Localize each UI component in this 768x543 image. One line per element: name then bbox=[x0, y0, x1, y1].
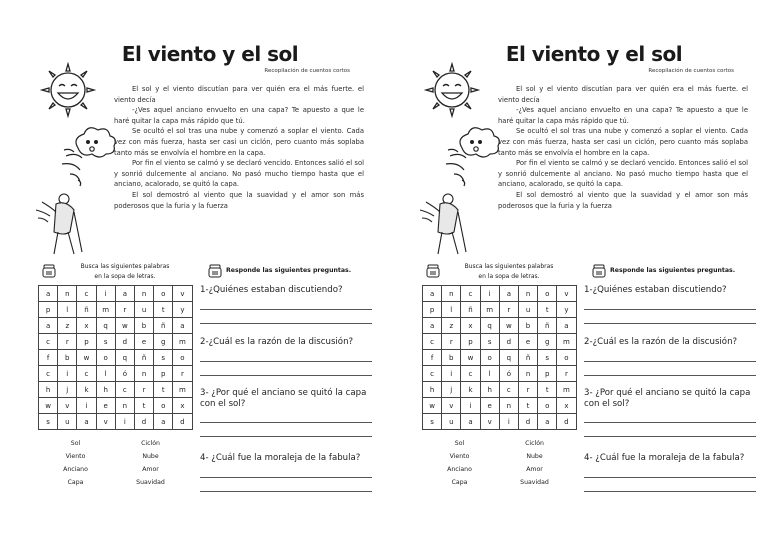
grid-cell[interactable]: f bbox=[423, 350, 442, 366]
word-item: Capa bbox=[451, 479, 468, 486]
word-item: Sol bbox=[454, 440, 465, 447]
word-item: Nube bbox=[526, 453, 543, 460]
grid-cell[interactable]: g bbox=[538, 334, 557, 350]
grid-cell[interactable]: c bbox=[77, 286, 96, 302]
grid-cell[interactable]: a bbox=[154, 414, 173, 430]
question-text: 4- ¿Cuál fue la moraleja de la fabula? bbox=[200, 453, 361, 463]
grid-cell[interactable]: c bbox=[115, 382, 134, 398]
question-text: 1-¿Quiénes estaban discutiendo? bbox=[584, 285, 727, 295]
grid-cell[interactable]: o bbox=[154, 286, 173, 302]
worksheet-subtitle: Recopilación de cuentos cortos bbox=[264, 68, 350, 74]
grid-row bbox=[39, 414, 193, 430]
word-item: Sol bbox=[70, 440, 81, 447]
grid-cell[interactable]: a bbox=[423, 286, 442, 302]
wind-cloud-icon bbox=[58, 118, 122, 188]
story-paragraph: El sol y el viento discutían para ver quién era el más fuerte. el viento decía bbox=[498, 85, 748, 104]
word-list bbox=[38, 440, 188, 486]
grid-cell[interactable]: l bbox=[480, 366, 499, 382]
jar-icon bbox=[426, 264, 440, 278]
grid-cell[interactable]: o bbox=[96, 350, 115, 366]
word-list bbox=[422, 440, 572, 486]
grid-cell[interactable]: c bbox=[461, 366, 480, 382]
grid-cell[interactable]: l bbox=[442, 302, 461, 318]
word-item: Anciano bbox=[63, 466, 88, 473]
grid-cell[interactable]: g bbox=[154, 334, 173, 350]
grid-cell[interactable]: s bbox=[538, 350, 557, 366]
grid-cell[interactable]: t bbox=[538, 382, 557, 398]
story-paragraph: Por fin el viento se calmó y se declaró vencido. Entonces salió el sol y sonrió dulcemente al anciano. No pasó mucho tiempo hasta que el anciano, acalorado, se quitó la capa. bbox=[114, 159, 364, 189]
grid-cell[interactable]: c bbox=[39, 334, 58, 350]
grid-row bbox=[423, 350, 577, 366]
grid-row bbox=[39, 350, 193, 366]
grid-cell[interactable]: p bbox=[538, 366, 557, 382]
grid-cell[interactable]: e bbox=[134, 334, 153, 350]
sun-icon bbox=[36, 58, 100, 122]
grid-row bbox=[423, 414, 577, 430]
grid-cell[interactable]: j bbox=[58, 382, 77, 398]
grid-cell[interactable]: a bbox=[115, 286, 134, 302]
grid-cell[interactable]: q bbox=[115, 350, 134, 366]
answer-line[interactable] bbox=[584, 491, 756, 492]
grid-cell[interactable]: z bbox=[58, 318, 77, 334]
grid-cell[interactable]: e bbox=[96, 398, 115, 414]
grid-cell[interactable]: ñ bbox=[538, 318, 557, 334]
grid-cell[interactable]: x bbox=[77, 318, 96, 334]
grid-cell[interactable]: a bbox=[557, 318, 576, 334]
grid-cell[interactable]: m bbox=[557, 382, 576, 398]
question-text: 4- ¿Cuál fue la moraleja de la fabula? bbox=[584, 453, 745, 463]
grid-cell[interactable]: r bbox=[518, 382, 537, 398]
sun-icon bbox=[420, 58, 484, 122]
story-paragraph: El sol y el viento discutían para ver quién era el más fuerte. el viento decía bbox=[114, 85, 364, 104]
grid-cell[interactable]: c bbox=[461, 286, 480, 302]
question-text: 3- ¿Por qué el anciano se quitó la capa con el sol? bbox=[200, 388, 367, 409]
story-text bbox=[498, 84, 748, 211]
word-item: Anciano bbox=[447, 466, 472, 473]
grid-cell[interactable]: b bbox=[442, 350, 461, 366]
wordsearch-instructions-1: Busca las siguientes palabras bbox=[80, 263, 170, 270]
grid-cell[interactable]: y bbox=[557, 302, 576, 318]
wordsearch-instructions-2: en la sopa de letras. bbox=[94, 273, 156, 280]
grid-cell[interactable]: i bbox=[77, 398, 96, 414]
grid-cell[interactable]: i bbox=[58, 366, 77, 382]
worksheet-subtitle: Recopilación de cuentos cortos bbox=[648, 68, 734, 74]
grid-cell[interactable]: a bbox=[423, 318, 442, 334]
wordsearch-grid bbox=[422, 285, 577, 430]
questions-instructions: Responde las siguientes preguntas. bbox=[610, 267, 736, 274]
grid-cell[interactable]: p bbox=[154, 366, 173, 382]
grid-cell[interactable]: p bbox=[423, 302, 442, 318]
grid-cell[interactable]: r bbox=[442, 334, 461, 350]
grid-cell[interactable]: c bbox=[39, 366, 58, 382]
grid-cell[interactable]: e bbox=[518, 334, 537, 350]
wordsearch-instructions-1: Busca las siguientes palabras bbox=[464, 263, 554, 270]
story-paragraph: El sol demostró al viento que la suavidad y el amor son más poderosos que la furia y la fuerza bbox=[498, 190, 748, 210]
grid-cell[interactable]: e bbox=[480, 398, 499, 414]
grid-row bbox=[423, 318, 577, 334]
worksheet-copy-right bbox=[384, 0, 768, 543]
grid-cell[interactable]: s bbox=[39, 414, 58, 430]
grid-cell[interactable]: t bbox=[518, 398, 537, 414]
grid-cell[interactable]: b bbox=[58, 350, 77, 366]
grid-cell[interactable]: w bbox=[115, 318, 134, 334]
grid-row bbox=[39, 302, 193, 318]
grid-cell[interactable]: c bbox=[499, 382, 518, 398]
grid-cell[interactable]: m bbox=[96, 302, 115, 318]
grid-cell[interactable]: ñ bbox=[518, 350, 537, 366]
grid-cell[interactable]: h bbox=[480, 382, 499, 398]
word-item: Suavidad bbox=[136, 479, 165, 486]
grid-row bbox=[39, 286, 193, 302]
grid-cell[interactable]: s bbox=[480, 334, 499, 350]
grid-cell[interactable]: r bbox=[499, 302, 518, 318]
jar-icon bbox=[208, 264, 222, 278]
grid-cell[interactable]: i bbox=[461, 398, 480, 414]
grid-cell[interactable]: n bbox=[518, 366, 537, 382]
grid-cell[interactable]: r bbox=[173, 366, 192, 382]
word-item: Amor bbox=[142, 466, 159, 473]
grid-cell[interactable]: o bbox=[480, 350, 499, 366]
answer-line[interactable] bbox=[200, 491, 372, 492]
grid-cell[interactable]: o bbox=[154, 398, 173, 414]
grid-cell[interactable]: ñ bbox=[134, 350, 153, 366]
grid-cell[interactable]: n bbox=[134, 286, 153, 302]
grid-cell[interactable]: h bbox=[423, 382, 442, 398]
grid-cell[interactable]: p bbox=[461, 334, 480, 350]
grid-cell[interactable]: b bbox=[518, 318, 537, 334]
grid-cell[interactable]: n bbox=[442, 286, 461, 302]
grid-cell[interactable]: o bbox=[557, 350, 576, 366]
grid-cell[interactable]: q bbox=[96, 318, 115, 334]
grid-cell[interactable]: w bbox=[39, 398, 58, 414]
grid-row bbox=[423, 302, 577, 318]
grid-cell[interactable]: v bbox=[173, 286, 192, 302]
old-man-icon bbox=[30, 190, 88, 256]
question-text: 1-¿Quiénes estaban discutiendo? bbox=[200, 285, 343, 295]
grid-cell[interactable]: l bbox=[58, 302, 77, 318]
grid-cell[interactable]: t bbox=[154, 382, 173, 398]
grid-cell[interactable]: t bbox=[154, 302, 173, 318]
grid-row bbox=[423, 286, 577, 302]
word-item: Viento bbox=[449, 453, 470, 460]
grid-cell[interactable]: a bbox=[77, 414, 96, 430]
grid-cell[interactable]: n bbox=[134, 366, 153, 382]
questions-list bbox=[200, 285, 372, 492]
grid-cell[interactable]: o bbox=[538, 398, 557, 414]
grid-row bbox=[39, 318, 193, 334]
grid-cell[interactable]: r bbox=[557, 366, 576, 382]
jar-icon bbox=[592, 264, 606, 278]
word-item: Suavidad bbox=[520, 479, 549, 486]
grid-cell[interactable]: o bbox=[173, 350, 192, 366]
wordsearch-grid bbox=[38, 285, 193, 430]
question-text: 3- ¿Por qué el anciano se quitó la capa con el sol? bbox=[584, 388, 751, 409]
question-text: 2-¿Cuál es la razón de la discusión? bbox=[200, 337, 354, 347]
grid-row bbox=[39, 366, 193, 382]
grid-cell[interactable]: p bbox=[77, 334, 96, 350]
word-item: Amor bbox=[526, 466, 543, 473]
grid-row bbox=[39, 398, 193, 414]
grid-cell[interactable]: k bbox=[77, 382, 96, 398]
grid-cell[interactable]: a bbox=[39, 318, 58, 334]
grid-cell[interactable]: m bbox=[557, 334, 576, 350]
grid-cell[interactable]: d bbox=[173, 414, 192, 430]
grid-cell[interactable]: a bbox=[39, 286, 58, 302]
grid-row bbox=[423, 398, 577, 414]
grid-cell[interactable]: c bbox=[77, 366, 96, 382]
worksheet-title: El viento y el sol bbox=[121, 42, 299, 66]
grid-cell[interactable]: ñ bbox=[461, 302, 480, 318]
word-item: Ciclón bbox=[141, 440, 160, 447]
wind-cloud-icon bbox=[442, 118, 506, 188]
grid-row bbox=[423, 382, 577, 398]
grid-cell[interactable]: v bbox=[58, 398, 77, 414]
grid-cell[interactable]: l bbox=[96, 366, 115, 382]
story-paragraph: -¿Ves aquel anciano envuelto en una capa? Te apuesto a que le haré quitar la capa más rápido que tú. bbox=[114, 106, 364, 125]
word-item: Ciclón bbox=[525, 440, 544, 447]
grid-cell[interactable]: o bbox=[538, 286, 557, 302]
grid-cell[interactable]: q bbox=[480, 318, 499, 334]
grid-cell[interactable]: ñ bbox=[77, 302, 96, 318]
grid-cell[interactable]: d bbox=[557, 414, 576, 430]
story-paragraph: Por fin el viento se calmó y se declaró vencido. Entonces salió el sol y sonrió dulcemente al anciano. No pasó mucho tiempo hasta que el anciano, acalorado, se quitó la capa. bbox=[498, 159, 748, 189]
grid-cell[interactable]: i bbox=[442, 366, 461, 382]
grid-cell[interactable]: ó bbox=[499, 366, 518, 382]
grid-cell[interactable]: t bbox=[134, 398, 153, 414]
grid-cell[interactable]: w bbox=[77, 350, 96, 366]
grid-row bbox=[39, 334, 193, 350]
grid-cell[interactable]: ó bbox=[115, 366, 134, 382]
grid-cell[interactable]: s bbox=[423, 414, 442, 430]
grid-cell[interactable]: v bbox=[480, 414, 499, 430]
grid-cell[interactable]: j bbox=[442, 382, 461, 398]
grid-cell[interactable]: v bbox=[557, 286, 576, 302]
story-paragraph: El sol demostró al viento que la suavidad y el amor son más poderosos que la furia y la fuerza bbox=[114, 190, 364, 210]
grid-row bbox=[39, 382, 193, 398]
grid-cell[interactable]: w bbox=[461, 350, 480, 366]
grid-cell[interactable]: x bbox=[461, 318, 480, 334]
grid-row bbox=[423, 366, 577, 382]
grid-cell[interactable]: a bbox=[173, 318, 192, 334]
jar-icon bbox=[42, 264, 56, 278]
grid-cell[interactable]: n bbox=[499, 398, 518, 414]
questions-list bbox=[584, 285, 756, 492]
grid-cell[interactable]: u bbox=[518, 302, 537, 318]
grid-cell[interactable]: u bbox=[442, 414, 461, 430]
grid-cell[interactable]: u bbox=[58, 414, 77, 430]
grid-cell[interactable]: m bbox=[173, 382, 192, 398]
grid-cell[interactable]: r bbox=[58, 334, 77, 350]
grid-cell[interactable]: m bbox=[480, 302, 499, 318]
grid-cell[interactable]: w bbox=[499, 318, 518, 334]
grid-cell[interactable]: a bbox=[461, 414, 480, 430]
grid-cell[interactable]: r bbox=[115, 302, 134, 318]
grid-cell[interactable]: n bbox=[518, 286, 537, 302]
grid-cell[interactable]: n bbox=[115, 398, 134, 414]
grid-cell[interactable]: x bbox=[173, 398, 192, 414]
questions-instructions: Responde las siguientes preguntas. bbox=[226, 267, 352, 274]
grid-cell[interactable]: i bbox=[499, 414, 518, 430]
grid-cell[interactable]: x bbox=[557, 398, 576, 414]
grid-cell[interactable]: t bbox=[538, 302, 557, 318]
grid-cell[interactable]: i bbox=[115, 414, 134, 430]
grid-cell[interactable]: s bbox=[96, 334, 115, 350]
grid-cell[interactable]: b bbox=[134, 318, 153, 334]
grid-cell[interactable]: u bbox=[134, 302, 153, 318]
grid-cell[interactable]: c bbox=[423, 366, 442, 382]
grid-cell[interactable]: n bbox=[58, 286, 77, 302]
word-item: Nube bbox=[142, 453, 159, 460]
grid-cell[interactable]: w bbox=[423, 398, 442, 414]
story-text bbox=[114, 84, 364, 211]
grid-cell[interactable]: z bbox=[442, 318, 461, 334]
grid-cell[interactable]: d bbox=[518, 414, 537, 430]
grid-cell[interactable]: ñ bbox=[154, 318, 173, 334]
grid-cell[interactable]: d bbox=[134, 414, 153, 430]
grid-cell[interactable]: c bbox=[423, 334, 442, 350]
question-text: 2-¿Cuál es la razón de la discusión? bbox=[584, 337, 738, 347]
grid-cell[interactable]: p bbox=[39, 302, 58, 318]
story-paragraph: Se ocultó el sol tras una nube y comenzó a soplar el viento. Cada vez con más fuerza, hasta ser casi un ciclón, pero cuanto más soplaba tanto más se envolvía el hombre en la capa. bbox=[498, 127, 748, 157]
grid-cell[interactable]: d bbox=[115, 334, 134, 350]
grid-cell[interactable]: k bbox=[461, 382, 480, 398]
grid-cell[interactable]: i bbox=[480, 286, 499, 302]
story-paragraph: -¿Ves aquel anciano envuelto en una capa? Te apuesto a que le haré quitar la capa más rápido que tú. bbox=[498, 106, 748, 125]
story-paragraph: Se ocultó el sol tras una nube y comenzó a soplar el viento. Cada vez con más fuerza, hasta ser casi un ciclón, pero cuanto más soplaba tanto más se envolvía el hombre en la capa. bbox=[114, 127, 364, 157]
grid-cell[interactable]: y bbox=[173, 302, 192, 318]
grid-cell[interactable]: s bbox=[154, 350, 173, 366]
word-item: Capa bbox=[67, 479, 84, 486]
grid-cell[interactable]: h bbox=[39, 382, 58, 398]
grid-cell[interactable]: i bbox=[96, 286, 115, 302]
grid-cell[interactable]: r bbox=[134, 382, 153, 398]
grid-cell[interactable]: h bbox=[96, 382, 115, 398]
old-man-icon bbox=[414, 190, 472, 256]
grid-cell[interactable]: a bbox=[499, 286, 518, 302]
grid-cell[interactable]: d bbox=[499, 334, 518, 350]
grid-cell[interactable]: v bbox=[96, 414, 115, 430]
grid-cell[interactable]: m bbox=[173, 334, 192, 350]
grid-row bbox=[423, 334, 577, 350]
grid-cell[interactable]: q bbox=[499, 350, 518, 366]
grid-cell[interactable]: a bbox=[538, 414, 557, 430]
worksheet-title: El viento y el sol bbox=[505, 42, 683, 66]
wordsearch-instructions-2: en la sopa de letras. bbox=[478, 273, 540, 280]
grid-cell[interactable]: f bbox=[39, 350, 58, 366]
word-item: Viento bbox=[65, 453, 86, 460]
grid-cell[interactable]: v bbox=[442, 398, 461, 414]
